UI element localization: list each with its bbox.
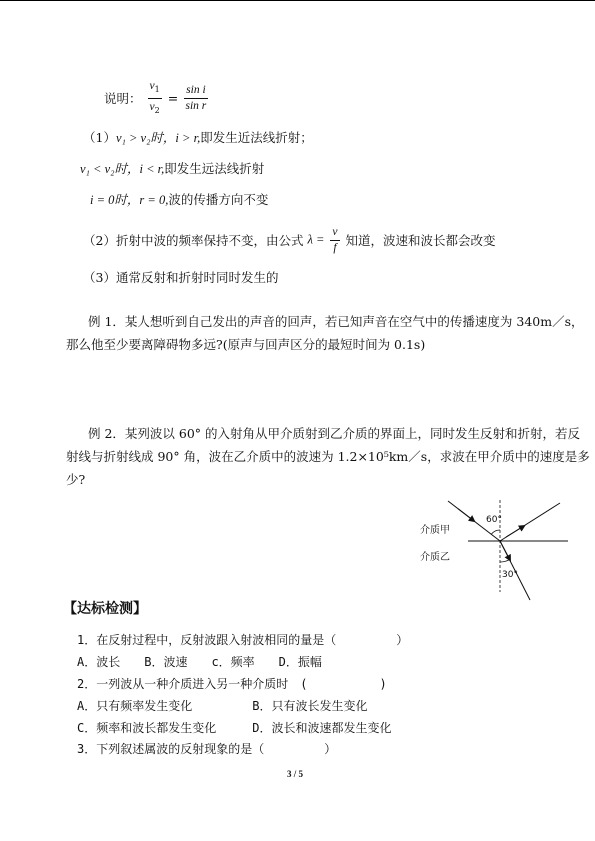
medium-b-label: 介质乙 — [420, 552, 450, 563]
formula-label: 说明： — [104, 91, 142, 106]
incidence-angle-arc — [492, 530, 501, 534]
refraction-angle-arc — [500, 560, 510, 562]
example-1-line-2: 那么他至少要离障碍物多远?(原声与回声区分的最短时间为 0.1s) — [66, 337, 426, 352]
incident-arrow — [458, 509, 474, 521]
angle-bottom-label: 30° — [502, 570, 518, 580]
velocity-ratio: $\frac{v_1}{v_2}$ — [149, 80, 160, 115]
formula-equals: = — [167, 90, 179, 106]
example-1-line-1: 例 1．某人想听到自己发出的声音的回声，若已知声音在空气中的传播速度为 340m／s， — [88, 314, 584, 329]
question-1-stem: 1．在反射过程中，反射波跟入射波相同的量是（ ） — [77, 633, 409, 647]
example-2-line-2: 射线与折射线成 90° 角，波在乙介质中的波速为 1.2×10⁵km／s，求波在甲介质中的速度是多 — [66, 449, 590, 464]
item-1: （1）v₁ > v₂时，i > r,即发生近法线折射； — [83, 130, 313, 145]
page-number: 3 / 5 — [287, 769, 304, 779]
refracted-arrow — [500, 541, 510, 560]
medium-a-label: 介质甲 — [420, 525, 450, 536]
question-2-options-row-2: C．频率和波长都发生变化 D．波长和波速都发生变化 — [77, 721, 392, 735]
angle-top-label: 60° — [486, 515, 502, 525]
item-1c: i = 0时，r = 0,波的传播方向不变 — [90, 192, 269, 207]
item-3: （3）通常反射和折射时同时发生的 — [83, 270, 279, 285]
question-3-stem: 3．下列叙述属波的反射现象的是（ ） — [77, 742, 337, 756]
question-2-options-row-1: A．只有频率发生变化 B．只有波长发生变化 — [77, 699, 368, 713]
wavelength-fraction: $\frac{v}{f}$ — [332, 226, 338, 254]
sine-ratio: $\frac{\text{sin i}}{\text{sin r}}$ — [185, 84, 207, 112]
refraction-diagram — [420, 492, 570, 604]
example-2-line-1: 例 2．某列波以 60° 的入射角从甲介质射到乙介质的界面上，同时发生反射和折射，若反 — [88, 426, 581, 441]
section-title: 【达标检测】 — [63, 601, 147, 617]
reflected-arrow — [506, 526, 524, 537]
question-1-options: A．波长 B．波速 c．频率 D．振幅 — [77, 655, 322, 669]
header-rule — [0, 0, 595, 1]
question-2-stem: 2．一列波从一种介质进入另一种介质时 ( ) — [77, 677, 387, 691]
snell-formula — [104, 78, 210, 118]
item-1b: v₁ < v₂时，i < r,即发生远法线折射 — [80, 161, 265, 176]
example-2-line-3: 少? — [66, 472, 86, 487]
item-2: （2）折射中波的频率保持不变，由公式 λ = $\frac{v}{f}$ 知道，波速和波长都会改变 — [83, 226, 496, 254]
